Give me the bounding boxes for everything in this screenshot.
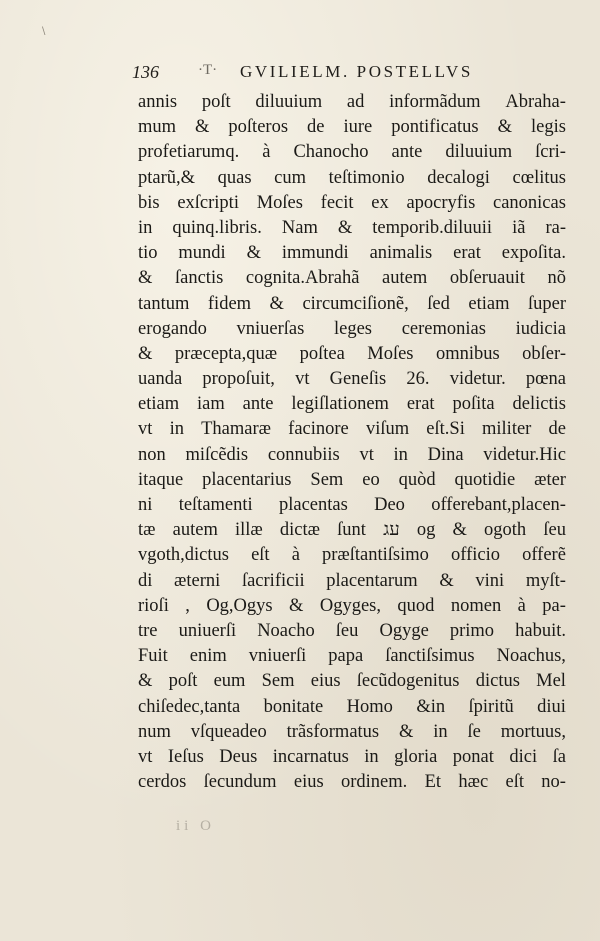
bleed-through-text: ii O <box>176 818 215 834</box>
text-line: cerdos ſecundum eius ordinem. Et hæc eſt no- <box>138 772 566 793</box>
running-title: GVILIELM. POSTELLVS <box>240 62 473 81</box>
text-line: tre uniuerſi Noacho ſeu Ogyge primo habuit. <box>138 620 566 641</box>
text-line: & poſt eum Sem eius ſecũdogenitus dictus Mel <box>138 671 566 692</box>
text-line: uanda propoſuit, vt Geneſis 26. videtur. pœna <box>138 369 566 390</box>
text-line: ni teſtamenti placentas Deo offerebant,placen- <box>138 495 566 515</box>
folio-number: 136 <box>132 62 159 82</box>
text-line: Fuit enim vniuerſi papa ſanctiſsimus Noachus, <box>138 646 566 667</box>
text-line: mum & poſteros de iure pontificatus & legis <box>138 117 566 138</box>
text-line: vgoth,dictus eſt à præſtantiſsimo officio offerẽ <box>138 545 566 566</box>
text-line: vt Ieſus Deus incarnatus in gloria ponat dici ſa <box>138 746 566 767</box>
page-header <box>132 60 512 86</box>
text-line: tio mundi & immundi animalis erat expoſita. <box>138 243 566 264</box>
text-line: & præcepta,quæ poſtea Moſes omnibus obſer- <box>138 343 566 364</box>
text-line: num vſqueadeo trãsformatus & in ſe mortuus, <box>138 721 566 742</box>
text-line: annis poſt diluuium ad informãdum Abraha- <box>138 92 566 112</box>
text-line: erogando vniuerſas leges ceremonias iudicia <box>138 318 566 339</box>
text-line: tæ autem illæ dictæ ſunt עג og & ogoth ſeu <box>138 520 566 541</box>
text-line: in quinq.libris. Nam & temporib.diluuii iã ra- <box>138 217 566 238</box>
text-line: non miſcẽdis connubiis vt in Dina videtur.Hic <box>138 444 566 465</box>
header-ornament: ·T· <box>198 62 218 78</box>
text-block <box>138 90 566 795</box>
text-line: & ſanctis cognita.Abrahã autem obſeruauit nõ <box>138 268 566 289</box>
text-line: di æterni ſacrificii placentarum & vini myſt- <box>138 570 566 591</box>
text-line: chiſedec,tanta bonitate Homo &in ſpiritũ diui <box>138 696 566 717</box>
margin-mark: \ <box>42 26 46 37</box>
text-line: itaque placentarius Sem eo quòd quotidie æter <box>138 469 566 490</box>
text-line: profetiarumq. à Chanocho ante diluuium ſcri- <box>138 142 566 163</box>
text-line: ptarũ,& quas cum teſtimonio decalogi cœlitus <box>138 167 566 188</box>
text-line: vt in Thamaræ facinore viſum eſt.Si militer de <box>138 419 566 440</box>
text-line: bis exſcripti Moſes fecit ex apocryfis canonicas <box>138 192 566 213</box>
text-line: rioſi , Og,Ogys & Ogyges, quod nomen à pa- <box>138 595 566 616</box>
text-line: etiam iam ante legiſlationem erat poſita delictis <box>138 394 566 415</box>
text-line: tantum fidem & circumciſionẽ, ſed etiam ſuper <box>138 293 566 314</box>
